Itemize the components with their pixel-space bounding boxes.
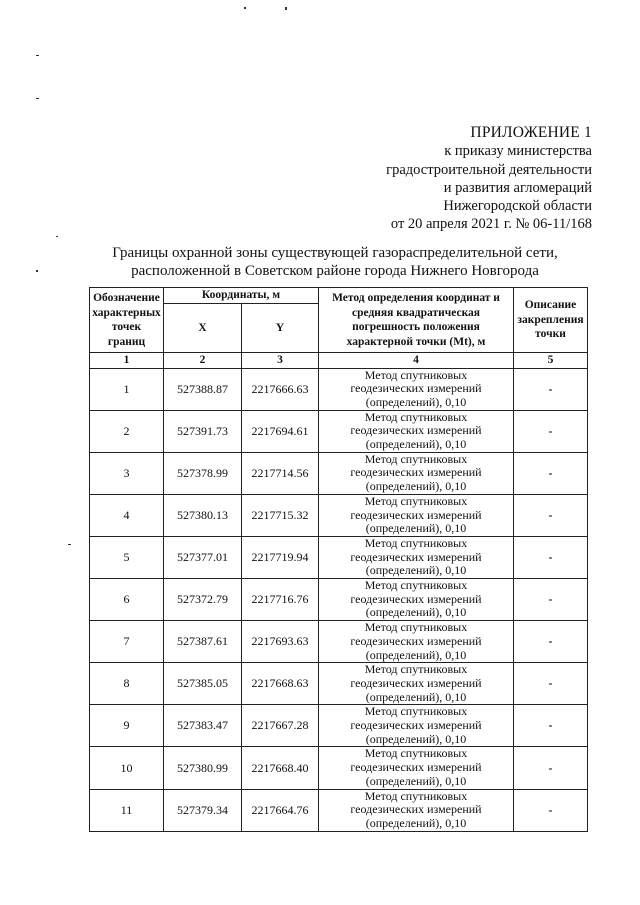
- method-cell: [319, 579, 514, 621]
- header-point: [90, 288, 164, 353]
- coord-y: 2217668.63: [242, 663, 319, 705]
- coord-y: 2217719.94: [242, 536, 319, 578]
- coord-x: 527387.61: [164, 621, 242, 663]
- column-number: 2: [164, 353, 242, 369]
- header-text: точек: [111, 321, 142, 333]
- coord-x: 527377.01: [164, 536, 242, 578]
- fixing-description: -: [514, 536, 588, 578]
- method-text: (определений), 0,10: [365, 521, 467, 536]
- header-text: закрепления: [517, 313, 584, 326]
- method-cell: [319, 789, 514, 831]
- method-text: (определений), 0,10: [365, 689, 467, 704]
- method-text: Метод спутниковых: [364, 746, 468, 761]
- header-line: к приказу министерства: [444, 143, 592, 160]
- point-number: 9: [90, 705, 164, 747]
- method-cell: [319, 621, 514, 663]
- method-text: Метод спутниковых: [364, 452, 468, 466]
- method-text: Метод спутниковых: [364, 578, 468, 593]
- point-number: 7: [90, 621, 164, 663]
- method-text: геодезических измерений: [350, 507, 482, 522]
- method-text: Метод спутниковых: [364, 704, 468, 719]
- header-date-line: от 20 апреля 2021 г. № 06-11/168: [390, 216, 592, 233]
- method-cell: [319, 494, 514, 536]
- header-line: Нижегородской области: [443, 198, 592, 215]
- coord-y: 2217666.63: [242, 368, 319, 410]
- coord-y: 2217667.28: [242, 705, 319, 747]
- method-cell: [319, 536, 514, 578]
- table-body: [90, 368, 588, 831]
- document-title-line: расположенной в Советском районе города Нижнего Новгорода: [131, 263, 539, 279]
- table-row: [90, 494, 588, 536]
- method-text: геодезических измерений: [350, 591, 482, 606]
- coord-y: 2217716.76: [242, 579, 319, 621]
- point-number: 6: [90, 579, 164, 621]
- method-cell: [319, 663, 514, 705]
- method-text: (определений), 0,10: [365, 479, 467, 494]
- method-text: (определений), 0,10: [365, 563, 467, 578]
- point-number: 1: [90, 368, 164, 410]
- method-text: геодезических измерений: [350, 633, 482, 648]
- header-text: точки: [535, 328, 566, 341]
- table-row: [90, 410, 588, 452]
- column-number: 4: [319, 353, 514, 369]
- table-row: [90, 368, 588, 410]
- method-text: (определений), 0,10: [365, 437, 467, 452]
- method-text: геодезических измерений: [350, 381, 482, 396]
- point-number: 3: [90, 452, 164, 494]
- method-text: (определений), 0,10: [365, 605, 467, 620]
- method-text: геодезических измерений: [350, 675, 482, 690]
- fixing-description: -: [514, 579, 588, 621]
- header-coordinates: Координаты, м: [164, 288, 319, 304]
- table-row: [90, 789, 588, 831]
- fixing-description: -: [514, 621, 588, 663]
- coord-x: 527379.34: [164, 789, 242, 831]
- column-number: 1: [90, 353, 164, 369]
- method-text: (определений), 0,10: [365, 394, 467, 409]
- coord-y: 2217715.32: [242, 494, 319, 536]
- point-number: 8: [90, 663, 164, 705]
- method-text: геодезических измерений: [350, 718, 482, 733]
- coord-y: 2217694.61: [242, 410, 319, 452]
- header-description: [514, 288, 588, 353]
- method-text: геодезических измерений: [350, 802, 482, 817]
- table-row: [90, 452, 588, 494]
- fixing-description: -: [514, 705, 588, 747]
- point-number: 10: [90, 747, 164, 789]
- header-line: градостроительной деятельности: [386, 161, 592, 178]
- header-line: и развития агломераций: [443, 179, 592, 196]
- method-cell: [319, 452, 514, 494]
- fixing-description: -: [514, 663, 588, 705]
- header-text: Метод определения координат и: [332, 292, 500, 304]
- header-method: [319, 288, 514, 353]
- fixing-description: -: [514, 368, 588, 410]
- header-y: Y: [242, 304, 319, 353]
- header-text: погрешность положения: [352, 321, 480, 333]
- document-title: [100, 244, 570, 280]
- method-text: Метод спутниковых: [364, 536, 468, 550]
- method-text: геодезических измерений: [350, 760, 482, 775]
- method-text: Метод спутниковых: [364, 368, 468, 382]
- method-text: Метод спутниковых: [364, 620, 468, 635]
- fixing-description: -: [514, 452, 588, 494]
- method-text: Метод спутниковых: [364, 410, 468, 424]
- method-cell: [319, 410, 514, 452]
- header-text: Описание: [524, 299, 577, 312]
- table-row: [90, 621, 588, 663]
- coord-x: 527383.47: [164, 705, 242, 747]
- table-row: [90, 536, 588, 578]
- coord-y: 2217714.56: [242, 452, 319, 494]
- coord-y: 2217693.63: [242, 621, 319, 663]
- point-number: 5: [90, 536, 164, 578]
- coord-x: 527380.99: [164, 747, 242, 789]
- table-row: [90, 579, 588, 621]
- method-cell: [319, 747, 514, 789]
- method-cell: [319, 705, 514, 747]
- method-text: (определений), 0,10: [365, 647, 467, 662]
- coord-y: 2217664.76: [242, 789, 319, 831]
- method-text: (определений), 0,10: [365, 773, 467, 788]
- coord-y: 2217668.40: [242, 747, 319, 789]
- header-text: характерной точки (Mt), м: [346, 335, 486, 348]
- header-text: границ: [107, 335, 146, 348]
- method-text: геодезических измерений: [350, 423, 482, 438]
- table-row: [90, 663, 588, 705]
- method-text: (определений), 0,10: [365, 731, 467, 746]
- coord-x: 527380.13: [164, 494, 242, 536]
- fixing-description: -: [514, 410, 588, 452]
- appendix-header: [386, 124, 592, 234]
- coord-x: 527388.87: [164, 368, 242, 410]
- fixing-description: -: [514, 789, 588, 831]
- fixing-description: -: [514, 747, 588, 789]
- coord-x: 527372.79: [164, 579, 242, 621]
- coordinates-table: [89, 287, 588, 832]
- document-title-line: Границы охранной зоны существующей газораспределительной сети,: [112, 245, 558, 261]
- method-text: Метод спутниковых: [364, 662, 468, 677]
- point-number: 11: [90, 789, 164, 831]
- fixing-description: -: [514, 494, 588, 536]
- method-text: (определений), 0,10: [365, 816, 467, 830]
- method-text: геодезических измерений: [350, 549, 482, 564]
- table-row: [90, 705, 588, 747]
- coord-x: 527391.73: [164, 410, 242, 452]
- method-text: Метод спутниковых: [364, 789, 468, 803]
- method-text: Метод спутниковых: [364, 494, 468, 508]
- method-cell: [319, 368, 514, 410]
- point-number: 2: [90, 410, 164, 452]
- column-number: 3: [242, 353, 319, 369]
- header-x: X: [164, 304, 242, 353]
- header-text: Обозначение: [93, 292, 160, 304]
- header-text: характерных: [92, 306, 161, 319]
- coord-x: 527378.99: [164, 452, 242, 494]
- appendix-title: ПРИЛОЖЕНИЕ 1: [470, 124, 592, 141]
- coord-x: 527385.05: [164, 663, 242, 705]
- point-number: 4: [90, 494, 164, 536]
- table-row: [90, 747, 588, 789]
- header-text: средняя квадратическая: [352, 306, 480, 319]
- column-number: 5: [514, 353, 588, 369]
- method-text: геодезических измерений: [350, 465, 482, 480]
